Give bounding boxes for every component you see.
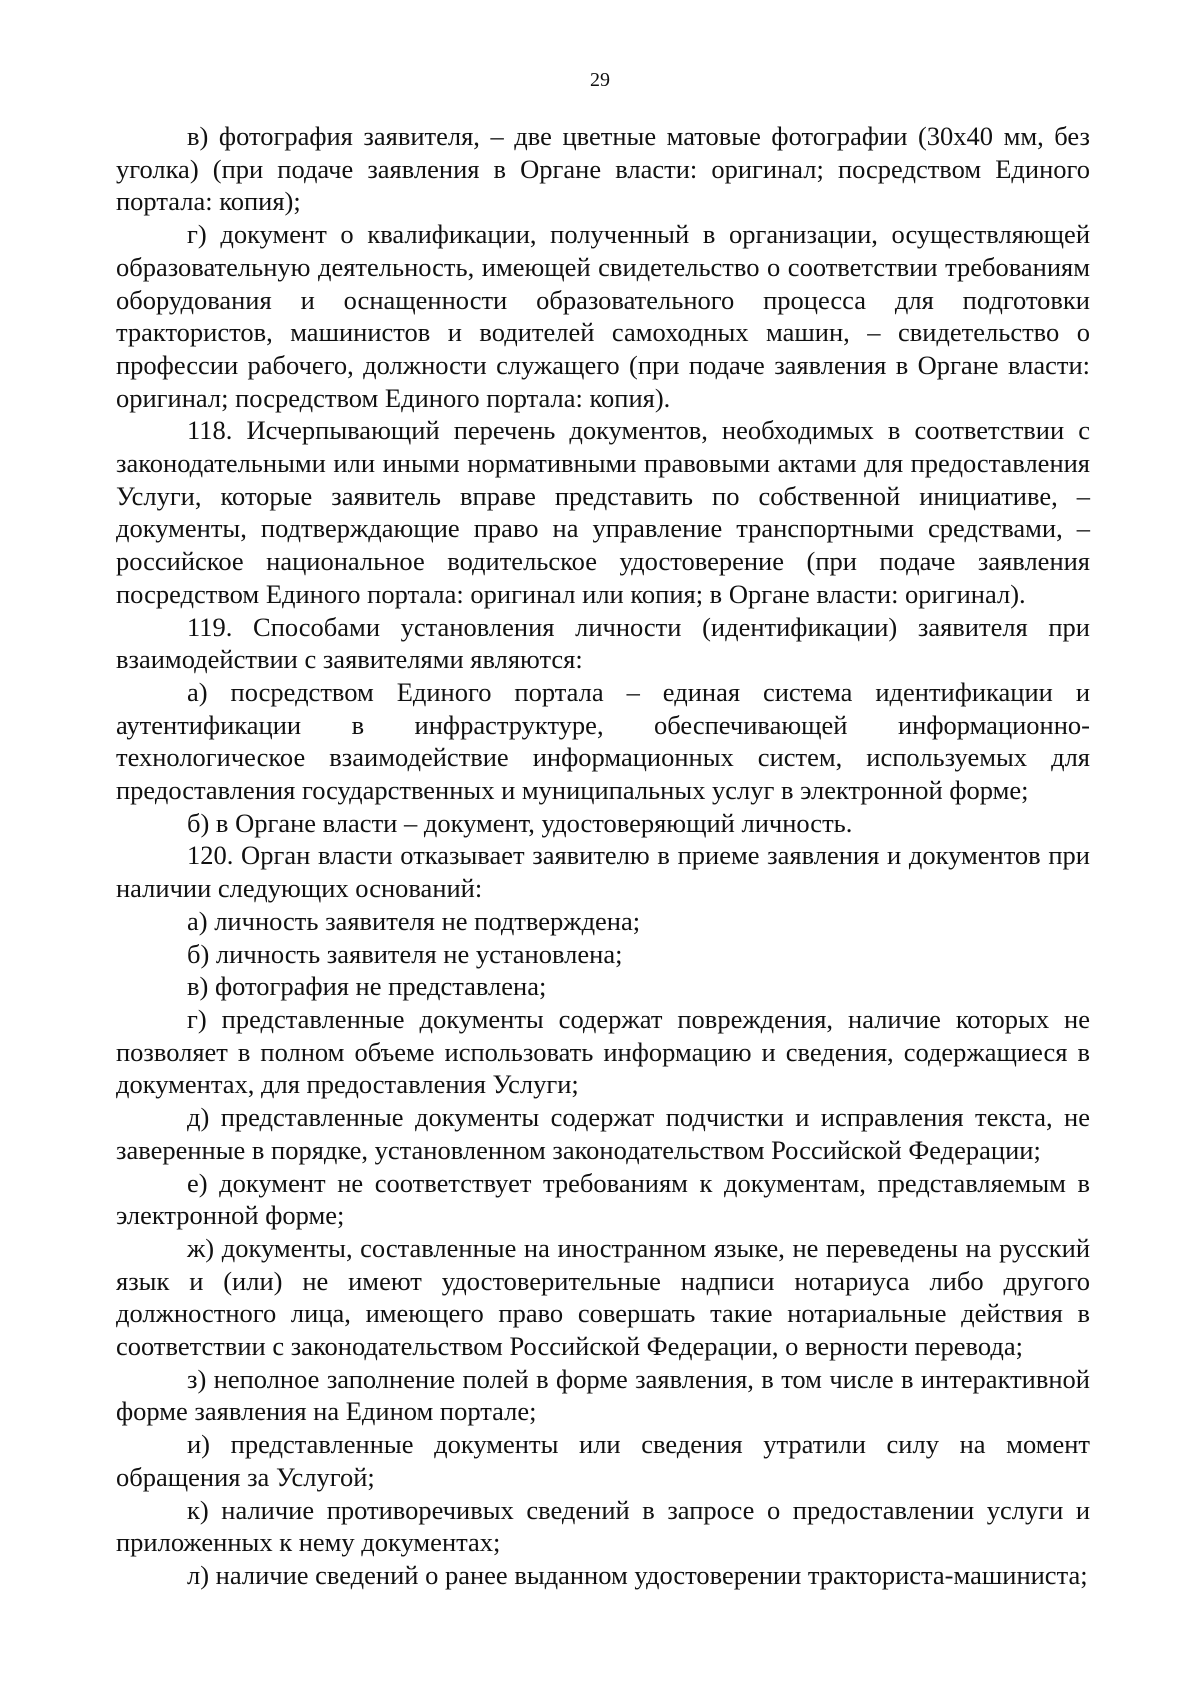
paragraph-120-a: а) личность заявителя не подтверждена;	[187, 905, 641, 936]
page-number: 29	[590, 69, 610, 91]
paragraph-v-photo: в) фотография заявителя, – две цветные матовые фотографии (30х40 мм, без уголка) (при подаче заявления в Органе власти: оригинал; посредством Единого портала: копия);	[116, 121, 1090, 217]
paragraph-120-z: з) неполное заполнение полей в форме заявления, в том числе в интерактивной форме заявления на Едином портале;	[116, 1363, 1090, 1427]
paragraph-120-g: г) представленные документы содержат повреждения, наличие которых не позволяет в полном объеме использовать информацию и сведения, содержащиеся в документах, для предоставления Услуги;	[116, 1003, 1090, 1100]
paragraph-120-i: и) представленные документы или сведения утратили силу на момент обращения за Услугой;	[116, 1429, 1090, 1492]
paragraph-119-b: б) в Органе власти – документ, удостоверяющий личность.	[187, 807, 853, 838]
document-body	[116, 120, 1090, 1592]
paragraph-120-e: е) документ не соответствует требованиям к документам, представляемым в электронной форме;	[116, 1167, 1090, 1231]
paragraph-119-a: а) посредством Единого портала – единая система идентификации и аутентификации в инфраструктуре, обеспечивающей информационно-технологическое взаимодействие информационных систем, используемых для предоставления государственных и муниципальных услуг в электронной форме;	[116, 676, 1090, 806]
paragraph-118: 118. Исчерпывающий перечень документов, необходимых в соответствии с законодательными или иными нормативными правовыми актами для предоставления Услуги, которые заявитель вправе представить по собственной инициативе, – документы, подтверждающие право на управление транспортными средствами, – российское национальное водительское удостоверение (при подаче заявления посредством Единого портала: оригинал или копия; в Органе власти: оригинал).	[116, 415, 1090, 609]
paragraph-120-d: д) представленные документы содержат подчистки и исправления текста, не заверенные в порядке, установленном законодательством Российской Федерации;	[116, 1102, 1090, 1165]
paragraph-g-qualification: г) документ о квалификации, полученный в организации, осуществляющей образовательную деятельность, имеющей свидетельство о соответствии требованиям оборудования и оснащенности образовательного процесса для подготовки трактористов, машинистов и водителей самоходных машин, – свидетельство о профессии рабочего, должности служащего (при подаче заявления в Органе власти: оригинал; посредством Единого портала: копия).	[116, 219, 1090, 413]
paragraph-120: 120. Орган власти отказывает заявителю в приеме заявления и документов при наличии следующих оснований:	[116, 840, 1090, 904]
paragraph-120-k: к) наличие противоречивых сведений в запросе о предоставлении услуги и приложенных к нему документах;	[116, 1494, 1090, 1558]
paragraph-120-l: л) наличие сведений о ранее выданном удостоверении тракториста-машиниста;	[187, 1559, 1088, 1590]
paragraph-120-v: в) фотография не представлена;	[187, 971, 547, 1002]
paragraph-119: 119. Способами установления личности (идентификации) заявителя при взаимодействии с заявителями являются:	[116, 611, 1090, 675]
paragraph-120-b: б) личность заявителя не установлена;	[187, 938, 623, 969]
paragraph-120-zh: ж) документы, составленные на иностранном языке, не переведены на русский язык и (или) не имеют удостоверительные надписи нотариуса либо другого должностного лица, имеющего право совершать такие нотариальные действия в соответствии с законодательством Российской Федерации, о верности перевода;	[116, 1232, 1090, 1362]
